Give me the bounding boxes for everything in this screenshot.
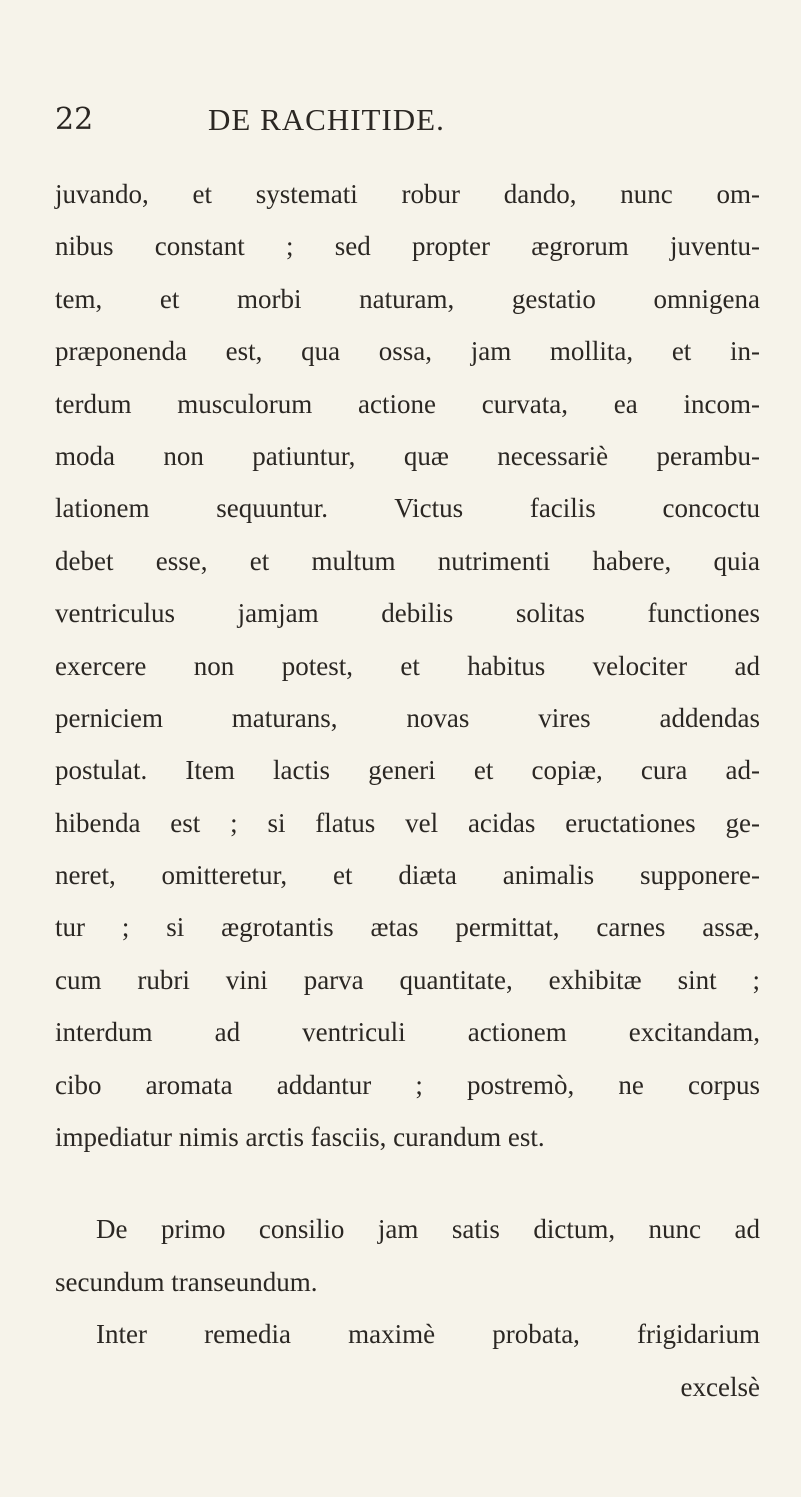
text-line: neret, omitteretur, et diæta animalis supponere-	[55, 860, 760, 891]
text-line: lationem sequuntur. Victus facilis concoctu	[55, 493, 760, 524]
paragraph-3	[55, 1308, 760, 1360]
text-line: tur ; si ægrotantis ætas permittat, carnes assæ,	[55, 912, 760, 943]
text-line: hibenda est ; si flatus vel acidas eructationes ge-	[55, 807, 760, 838]
body-text	[55, 168, 760, 1413]
text-line: juvando, et systemati robur dando, nunc om-	[55, 179, 760, 209]
text-line: impediatur nimis arctis fasciis, curandum est.	[55, 1122, 545, 1153]
text-line: moda non patiuntur, quæ necessariè perambu-	[55, 440, 760, 471]
paragraph-gap	[55, 1163, 760, 1203]
text-line: terdum musculorum actione curvata, ea incom-	[55, 388, 760, 419]
text-line: postulat. Item lactis generi et copiæ, cura ad-	[55, 755, 760, 786]
text-line: nibus constant ; sed propter ægrorum juventu-	[55, 231, 760, 262]
text-line: cibo aromata addantur ; postremò, ne corpus	[55, 1069, 760, 1100]
text-line: Inter remedia maximè probata, frigidarium	[96, 1319, 760, 1350]
text-line: De primo consilio jam satis dictum, nunc ad	[96, 1214, 760, 1245]
catchword: excelsè	[680, 1371, 760, 1402]
text-line: cum rubri vini parva quantitate, exhibitæ sint ;	[55, 964, 760, 995]
text-line: tem, et morbi naturam, gestatio omnigena	[55, 283, 760, 314]
text-line: exercere non potest, et habitus velociter ad	[55, 650, 760, 681]
text-line: perniciem maturans, novas vires addendas	[55, 702, 760, 733]
running-head	[0, 102, 801, 142]
paragraph-1	[55, 168, 760, 1163]
text-line: secundum transeundum.	[55, 1266, 318, 1297]
page-number: 22	[55, 102, 94, 137]
paragraph-2	[55, 1203, 760, 1308]
text-line: debet esse, et multum nutrimenti habere, quia	[55, 545, 760, 576]
text-line: ventriculus jamjam debilis solitas functiones	[55, 598, 760, 629]
text-line: interdum ad ventriculi actionem excitandam,	[55, 1017, 760, 1048]
text-line: præponenda est, qua ossa, jam mollita, et in-	[55, 336, 760, 367]
running-title: DE RACHITIDE.	[208, 102, 445, 137]
